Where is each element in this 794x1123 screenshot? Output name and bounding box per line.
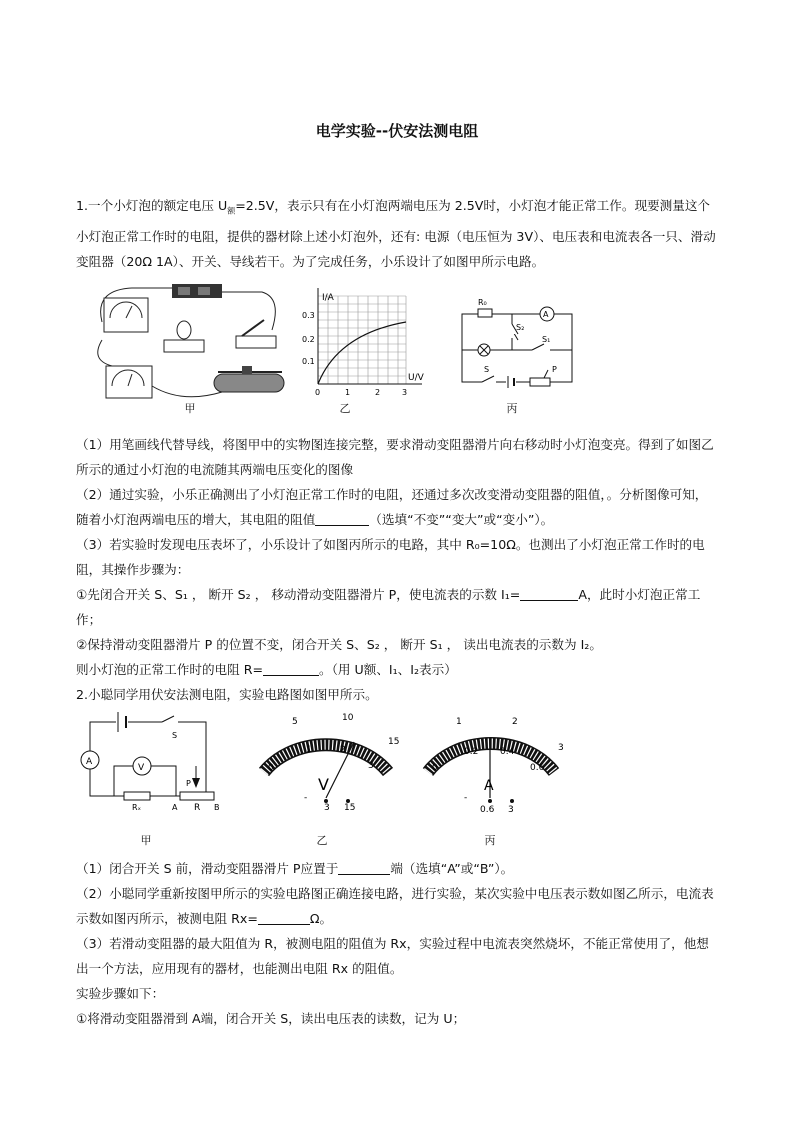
ammeter-bottom-tick: 0.2: [464, 747, 479, 757]
q1-circuit-bing: [452, 292, 582, 392]
q2-part1-text-b: 端（选填“A”或“B”）。: [390, 861, 514, 876]
voltmeter-bottom-tick: 1: [306, 745, 312, 755]
q2-steps-label: 实验步骤如下：: [76, 986, 165, 1001]
graph-ylabel: I/A: [322, 293, 334, 303]
voltmeter-terminal: -: [304, 793, 308, 803]
q2-voltmeter-figure: [246, 708, 406, 820]
r0-label: R₀: [478, 298, 487, 307]
s1-label: S₁: [542, 335, 551, 344]
s-label: S: [484, 365, 490, 374]
q2-fig-label-bing: 丙: [484, 834, 496, 847]
ammeter-bottom-tick: 0.4: [500, 747, 515, 757]
graph-xtick: 2: [375, 388, 381, 397]
rx-label: Rₓ: [132, 803, 142, 812]
q1-part1: （1）用笔画线代替导线，将图甲中的实物图连接完整，要求滑动变阻器滑片向右移动时小灯泡变亮。得到了如图乙所示的通过小灯泡的电流随其两端电压变化的图像: [76, 437, 714, 477]
q1-part2: [76, 482, 718, 532]
q1-intro-text-2: =2.5V，表示只有在小灯泡两端电压为 2.5V时，小灯泡才能正常工作。现要测量这个小灯泡正常工作时的电阻，提供的器材除上述小灯泡外，还有: 电源（电压恒为 3V）、电压表和电流表各一只、滑动变阻器（20Ω 1A）、开关、导线若干。为了完成任务，小乐设计了如图甲所示电路。: [76, 198, 716, 269]
q1-apparatus-figure: [92, 280, 298, 408]
q1-intro: [76, 193, 718, 274]
q1-part2-text-b: （选填“不变”“变大”或“变小”）。: [369, 512, 554, 527]
answer-blank[interactable]: [520, 586, 578, 601]
graph-ytick: 0.2: [302, 335, 315, 344]
q2-part2-text-b: Ω。: [309, 911, 333, 926]
q1-intro-sub: 额: [227, 206, 236, 216]
ammeter-symbol: A: [484, 778, 494, 794]
terminal-a-label: A: [172, 803, 178, 812]
q1-fig-label-jia: 甲: [184, 402, 196, 415]
voltmeter-bottom-tick: 2: [340, 745, 346, 755]
ammeter-label: A: [86, 757, 93, 767]
q2-fig-label-yi: 乙: [316, 834, 328, 847]
graph-xtick: 0: [315, 388, 321, 397]
s-label: S: [172, 731, 178, 740]
q1-result-text-a: 则小灯泡的正常工作时的电阻 R=: [76, 662, 264, 677]
graph-ytick: 0.3: [302, 311, 315, 320]
q1-step1: [76, 582, 718, 632]
q1-result: [76, 657, 718, 682]
q2-fig-label-jia: 甲: [140, 834, 152, 847]
ammeter-label: A: [543, 310, 549, 319]
graph-ytick: 0.1: [302, 357, 315, 366]
q2-ammeter-figure: [416, 708, 576, 820]
ammeter-terminal: 3: [508, 805, 514, 815]
answer-blank[interactable]: [258, 910, 310, 925]
ammeter-end-tick: 3: [558, 743, 564, 753]
q1-part2-text-a: （2）通过实验，小乐正确测出了小灯泡正常工作时的电阻，还通过多次改变滑动变阻器的阻值，。分析图像可知，随着小灯泡两端电压的增大，其电阻的阻值: [76, 487, 708, 527]
terminal-b-label: B: [214, 803, 220, 812]
q2-part3: （3）若滑动变阻器的最大阻值为 R，被测电阻的阻值为 Rx，实验过程中电流表突然烧坏，不能正常使用了，他想出一个方法，应用现有的器材，也能测出电阻 Rx 的阻值。: [76, 936, 709, 976]
q2-part1: [76, 856, 718, 881]
voltmeter-top-tick: 10: [342, 713, 354, 723]
q1-fig-label-bing: 丙: [506, 402, 518, 415]
page-title: 电学实验--伏安法测电阻: [315, 122, 479, 140]
r-label: R: [194, 803, 201, 813]
q2-part2: [76, 881, 718, 931]
answer-blank[interactable]: [315, 511, 369, 526]
q1-step2: ②保持滑动变阻器滑片 P 的位置不变，闭合开关 S、S₂ ， 断开 S₁ ， 读出电流表的示数为 I₂。: [76, 637, 602, 652]
ammeter-bottom-tick: 0: [432, 763, 438, 773]
q1-iu-graph: [298, 284, 438, 412]
q2-part2-text-a: （2）小聪同学重新按图甲所示的实验电路图正确连接电路，进行实验，某次实验中电压表示数如图乙所示，电流表示数如图丙所示，被测电阻 Rx=: [76, 886, 714, 926]
answer-blank[interactable]: [338, 860, 390, 875]
q1-fig-label-yi: 乙: [339, 402, 351, 415]
q1-step1-text-b: A，此时小灯泡正常工作；: [76, 587, 701, 627]
voltmeter-top-tick: 15: [388, 737, 400, 747]
q1-result-text-b: 。（用 U额、I₁、I₂表示）: [319, 662, 457, 677]
voltmeter-bottom-tick: 0: [268, 763, 274, 773]
p-label: P: [552, 365, 557, 374]
q1-intro-text-1: 1.一个小灯泡的额定电压 U: [76, 198, 228, 213]
voltmeter-bottom-tick: 3: [368, 761, 374, 771]
answer-blank[interactable]: [263, 661, 319, 676]
s2-label: S₂: [516, 323, 525, 332]
q1-part3: （3）若实验时发现电压表坏了，小乐设计了如图丙所示的电路，其中 R₀=10Ω。也测出了小灯泡正常工作时的电阻，其操作步骤为：: [76, 537, 705, 577]
ammeter-top-tick: 1: [456, 717, 462, 727]
q2-circuit-jia: [76, 712, 226, 820]
q2-part1-text-a: （1）闭合开关 S 前，滑动变阻器滑片 P应置于: [76, 861, 339, 876]
voltmeter-terminal: 3: [324, 803, 330, 813]
q2-step1: ①将滑动变阻器滑到 A端，闭合开关 S，读出电压表的读数，记为 U；: [76, 1011, 466, 1026]
voltmeter-terminal: 15: [344, 803, 356, 813]
ammeter-terminal: 0.6: [480, 805, 495, 815]
ammeter-top-tick: 2: [512, 717, 518, 727]
graph-xtick: 1: [345, 388, 351, 397]
graph-xlabel: U/V: [408, 373, 424, 383]
voltmeter-top-tick: 5: [292, 717, 298, 727]
voltmeter-symbol: V: [318, 775, 329, 794]
q2-intro: 2.小聪同学用伏安法测电阻，实验电路图如图甲所示。: [76, 687, 378, 702]
graph-xtick: 3: [402, 388, 408, 397]
ammeter-bottom-tick: 0.6: [530, 763, 545, 773]
ammeter-terminal: -: [464, 793, 468, 803]
q1-step1-text-a: ①先闭合开关 S、S₁ ， 断开 S₂ ， 移动滑动变阻器滑片 P，使电流表的示数 I₁=: [76, 587, 521, 602]
voltmeter-label: V: [138, 763, 145, 773]
p-label: P: [186, 779, 191, 788]
